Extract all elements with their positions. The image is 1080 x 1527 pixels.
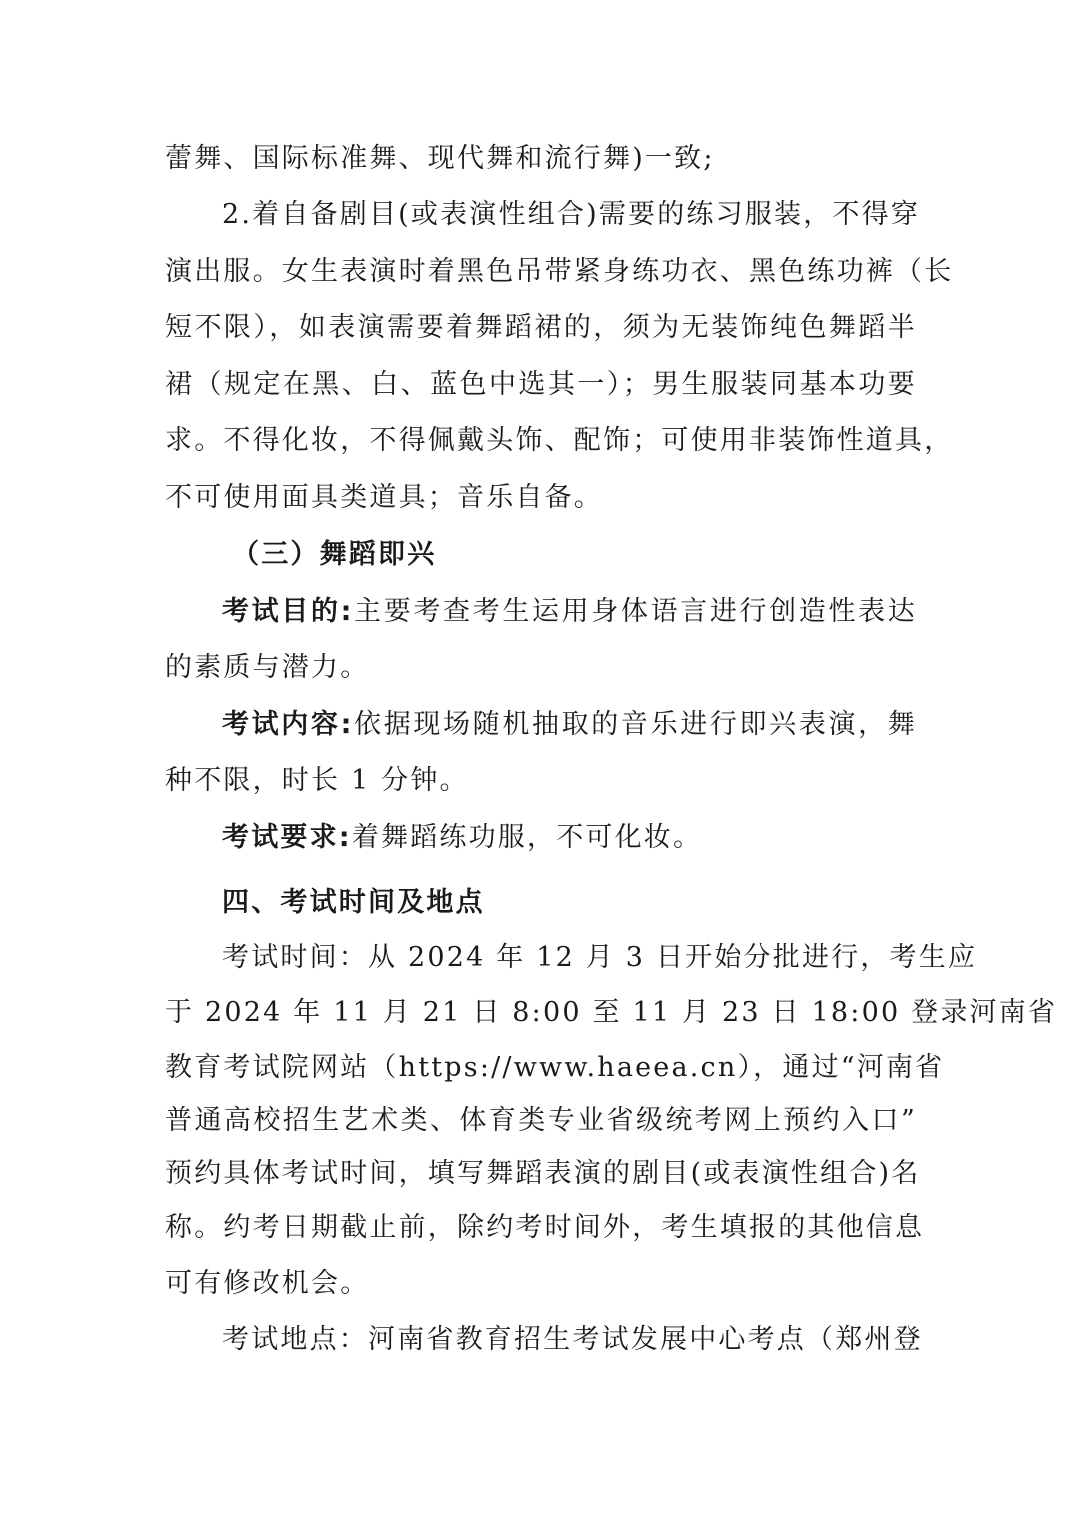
exam-time-line: 于 2024 年 11 月 21 日 8:00 至 11 月 23 日 18:00 登录河南省: [165, 997, 1058, 1028]
paragraph-line: 演出服。女生表演时着黑色吊带紧身练功衣、黑色练功裤（长: [165, 256, 954, 287]
exam-time-line: 教育考试院网站（https://www.haeea.cn），通过“河南省: [165, 1052, 945, 1083]
exam-content-line: [222, 708, 917, 742]
exam-time-line: 考试时间：从 2024 年 12 月 3 日开始分批进行，考生应: [222, 942, 978, 973]
exam-content-label: 考试内容:: [222, 709, 354, 740]
paragraph-line: 蕾舞、国际标准舞、现代舞和流行舞)一致;: [165, 143, 715, 174]
exam-content-line: 种不限，时长 1 分钟。: [165, 765, 469, 796]
exam-requirement-label: 考试要求:: [222, 822, 352, 853]
exam-place-line: 考试地点：河南省教育招生考试发展中心考点（郑州登: [222, 1324, 923, 1355]
paragraph-line: 不可使用面具类道具；音乐自备。: [165, 482, 603, 513]
paragraph-line: 裙（规定在黑、白、蓝色中选其一）；男生服装同基本功要: [165, 369, 917, 400]
exam-time-line: 普通高校招生艺术类、体育类专业省级统考网上预约入口”: [165, 1105, 917, 1136]
exam-purpose-text: 主要考查考生运用身体语言进行创造性表达: [353, 596, 917, 627]
exam-purpose-line: [222, 595, 917, 629]
paragraph-line: 短不限），如表演需要着舞蹈裙的，须为无装饰纯色舞蹈半: [165, 312, 917, 343]
exam-time-line: 可有修改机会。: [165, 1268, 370, 1299]
section-subheading: （三）舞蹈即兴: [232, 539, 437, 570]
exam-requirement-line: [222, 821, 917, 855]
paragraph-line: 求。不得化妆，不得佩戴头饰、配饰；可使用非装饰性道具，: [165, 425, 954, 456]
exam-time-line: 称。约考日期截止前，除约考时间外，考生填报的其他信息: [165, 1212, 925, 1243]
section-heading: 四、考试时间及地点: [222, 887, 485, 918]
exam-purpose-label: 考试目的:: [222, 596, 354, 627]
exam-time-line: 预约具体考试时间，填写舞蹈表演的剧目(或表演性组合)名: [165, 1158, 921, 1189]
exam-content-text: 依据现场随机抽取的音乐进行即兴表演，舞: [353, 709, 917, 740]
exam-requirement-text: 着舞蹈练功服，不可化妆。: [351, 822, 703, 853]
paragraph-line: 2.着自备剧目(或表演性组合)需要的练习服装，不得穿: [222, 199, 921, 230]
exam-purpose-line: 的素质与潜力。: [165, 652, 370, 683]
